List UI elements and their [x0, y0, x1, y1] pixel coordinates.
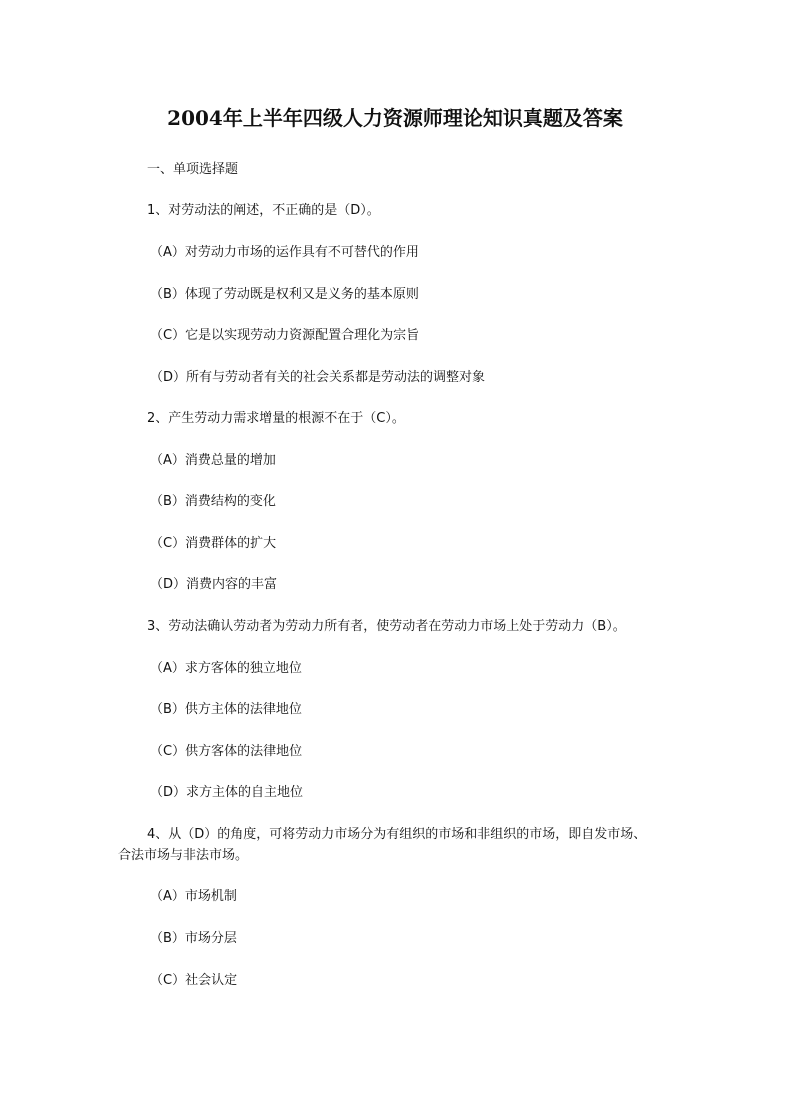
question-3-text: 3、劳动法确认劳动者为劳动力所有者，使劳动者在劳动力市场上处于劳动力（B）。: [147, 619, 626, 634]
question-2-text: 2、产生劳动力需求增量的根源不在于（C）。: [147, 411, 405, 426]
question-3-option-b: （B）供方主体的法律地位: [150, 702, 302, 717]
question-1-option-d: （D）所有与劳动者有关的社会关系都是劳动法的调整对象: [150, 370, 486, 385]
question-1-option-b: （B）体现了劳动既是权利又是义务的基本原则: [150, 287, 419, 302]
question-1-text: 1、对劳动法的阐述，不正确的是（D）。: [147, 203, 380, 218]
section-heading: 一、单项选择题: [147, 162, 239, 177]
question-1-option-a: （A）对劳动力市场的运作具有不可替代的作用: [150, 245, 419, 260]
question-4-text-line-1: 4、从（D）的角度，可将劳动力市场分为有组织的市场和非组织的市场，即自发市场、: [147, 827, 647, 842]
question-4-option-c: （C）社会认定: [150, 973, 238, 988]
question-3-option-a: （A）求方客体的独立地位: [150, 661, 302, 676]
question-4-option-a: （A）市场机制: [150, 889, 237, 904]
question-2-option-b: （B）消费结构的变化: [150, 494, 276, 509]
question-2-option-a: （A）消费总量的增加: [150, 453, 276, 468]
question-2-option-c: （C）消费群体的扩大: [150, 536, 277, 551]
question-3-option-c: （C）供方客体的法律地位: [150, 744, 303, 759]
question-1-option-c: （C）它是以实现劳动力资源配置合理化为宗旨: [150, 328, 420, 343]
question-2-option-d: （D）消费内容的丰富: [150, 577, 278, 592]
question-3-option-d: （D）求方主体的自主地位: [150, 785, 304, 800]
question-4-option-b: （B）市场分层: [150, 931, 237, 946]
document-title: 2004年上半年四级人力资源师理论知识真题及答案: [167, 106, 623, 130]
question-4-text-line-2: 合法市场与非法市场。: [118, 848, 249, 863]
